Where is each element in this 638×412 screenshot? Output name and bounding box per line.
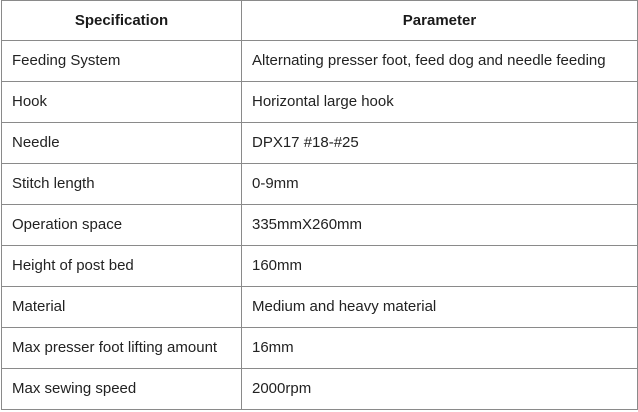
spec-value-cell: 16mm (242, 328, 638, 369)
spec-value-cell: Horizontal large hook (242, 82, 638, 123)
table-row (2, 41, 638, 82)
spec-name-cell: Max sewing speed (2, 369, 242, 410)
spec-name-cell: Material (2, 287, 242, 328)
table-row (2, 164, 638, 205)
table-row (2, 287, 638, 328)
spec-name-cell: Height of post bed (2, 246, 242, 287)
spec-name-cell: Max presser foot lifting amount (2, 328, 242, 369)
table-row (2, 246, 638, 287)
spec-value-cell: 2000rpm (242, 369, 638, 410)
table-row (2, 123, 638, 164)
spec-value-cell: Medium and heavy material (242, 287, 638, 328)
spec-name-cell: Hook (2, 82, 242, 123)
table-row (2, 82, 638, 123)
spec-value-cell: 0-9mm (242, 164, 638, 205)
spec-value-cell: 160mm (242, 246, 638, 287)
spec-name-cell: Stitch length (2, 164, 242, 205)
table-row (2, 328, 638, 369)
specification-table (1, 0, 638, 410)
table-header-row (2, 1, 638, 41)
table-row (2, 369, 638, 410)
table-row (2, 205, 638, 246)
spec-value-cell: Alternating presser foot, feed dog and needle feeding (242, 41, 638, 82)
spec-value-cell: DPX17 #18-#25 (242, 123, 638, 164)
header-parameter: Parameter (242, 1, 638, 41)
spec-value-cell: 335mmX260mm (242, 205, 638, 246)
header-specification: Specification (2, 1, 242, 41)
spec-name-cell: Needle (2, 123, 242, 164)
spec-name-cell: Feeding System (2, 41, 242, 82)
spec-name-cell: Operation space (2, 205, 242, 246)
